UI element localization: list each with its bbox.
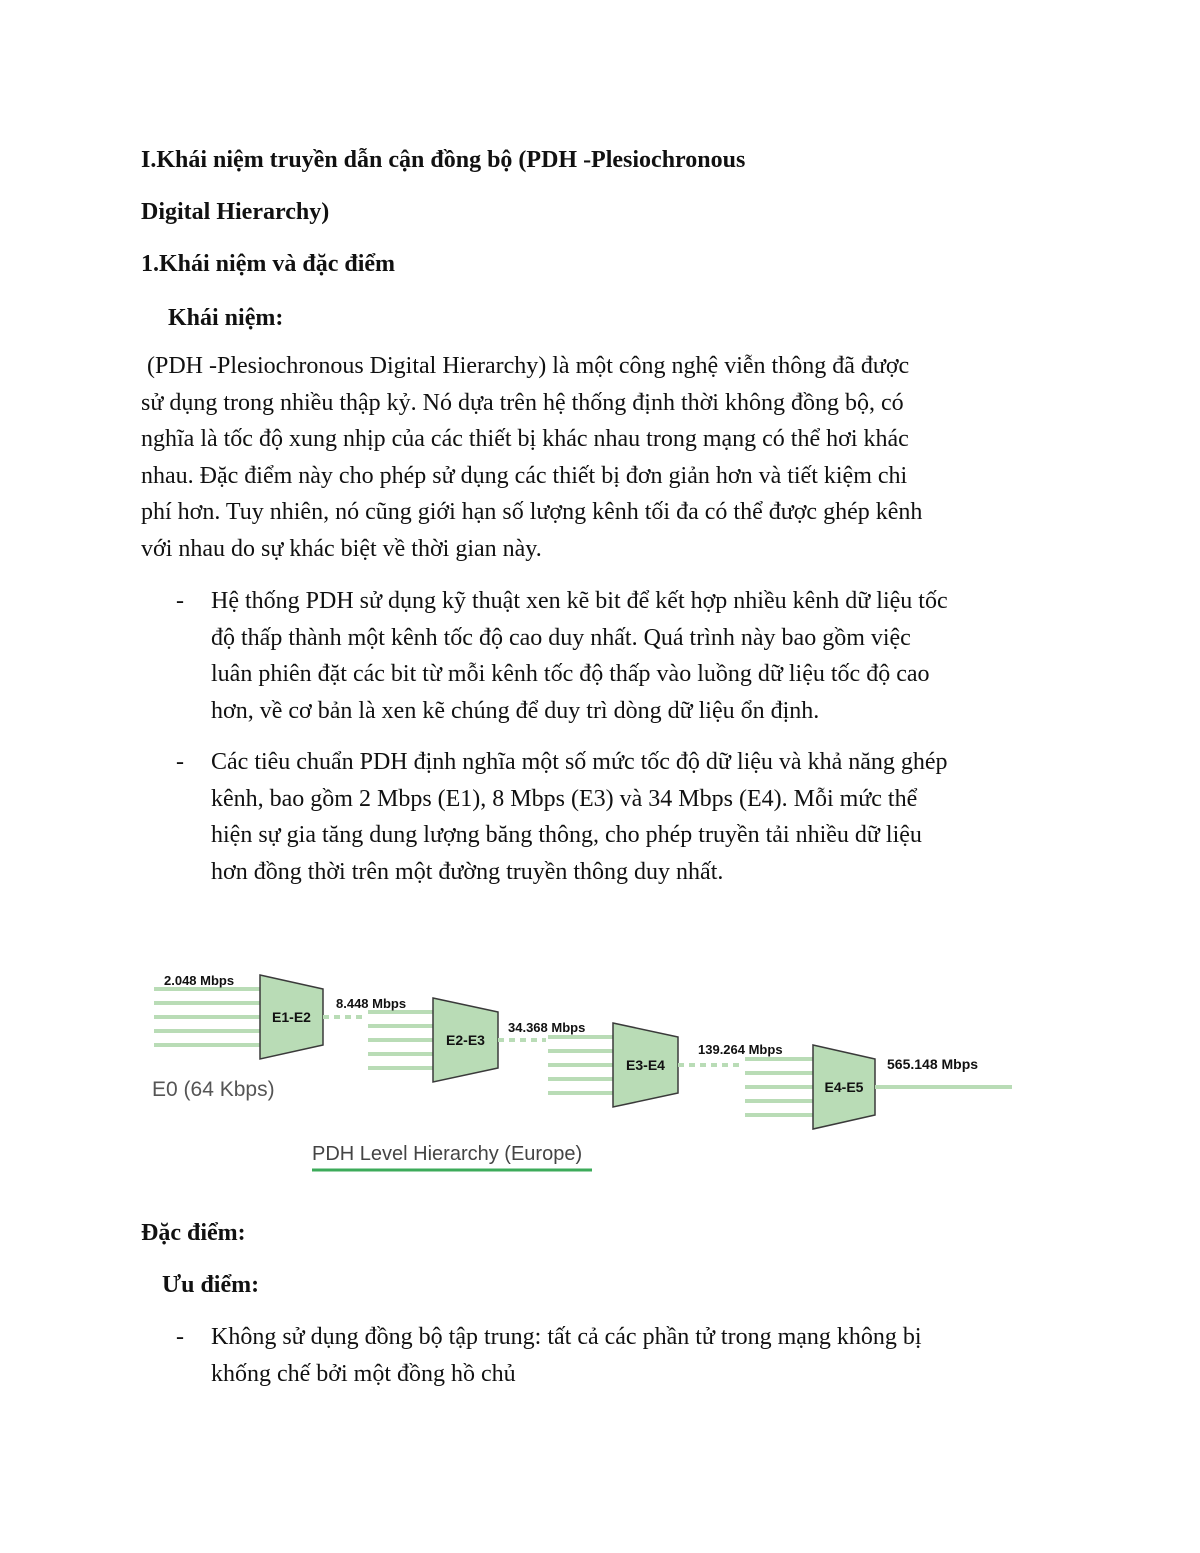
input-rate-label: 34.368 Mbps xyxy=(508,1020,586,1035)
bullet-dash: - xyxy=(176,1324,184,1350)
bullet-item xyxy=(211,1319,1091,1392)
bullet-line: kênh, bao gồm 2 Mbps (E1), 8 Mbps (E3) và 34 Mbps (E4). Mỗi mức thể xyxy=(211,785,918,812)
features-heading: Đặc điểm: xyxy=(141,1220,246,1246)
concept-label: Khái niệm: xyxy=(168,305,284,331)
output-rate-label: 565.148 Mbps xyxy=(887,1056,979,1072)
advantages-label: Ưu điểm: xyxy=(162,1272,260,1298)
bullet-item xyxy=(211,744,1091,890)
bullet-line: độ thấp thành một kênh tốc độ cao duy nhất. Quá trình này bao gồm việc xyxy=(211,624,911,651)
input-rate-label: 2.048 Mbps xyxy=(164,973,235,988)
bullet-line: hiện sự gia tăng dung lượng băng thông, cho phép truyền tải nhiều dữ liệu xyxy=(211,822,922,848)
paragraph-line: phí hơn. Tuy nhiên, nó cũng giới hạn số lượng kênh tối đa có thể được ghép kênh xyxy=(141,499,923,525)
bullet-line: luân phiên đặt các bit từ mỗi kênh tốc độ thấp vào luồng dữ liệu tốc độ cao xyxy=(211,661,930,687)
section-heading: 1.Khái niệm và đặc điểm xyxy=(141,251,396,277)
bullet-line: hơn, về cơ bản là xen kẽ chúng để duy trì dòng dữ liệu ổn định. xyxy=(211,697,820,724)
paragraph-line: (PDH -Plesiochronous Digital Hierarchy) là một công nghệ viễn thông đã được xyxy=(147,353,910,379)
document-title-line-1: I.Khái niệm truyền dẫn cận đồng bộ (PDH -Plesiochronous xyxy=(141,147,746,173)
multiplexer-label: E4-E5 xyxy=(824,1079,864,1095)
pdh-hierarchy-diagram xyxy=(140,950,1020,1190)
concept-paragraph xyxy=(141,348,1101,567)
bullet-dash: - xyxy=(176,588,184,614)
input-rate-label: 8.448 Mbps xyxy=(336,996,407,1011)
bullet-line: Không sử dụng đồng bộ tập trung: tất cả các phần tử trong mạng không bị xyxy=(211,1324,922,1350)
bullet-line: Hệ thống PDH sử dụng kỹ thuật xen kẽ bit để kết hợp nhiều kênh dữ liệu tốc xyxy=(211,588,948,614)
multiplexer-label: E1-E2 xyxy=(272,1009,311,1025)
bullet-line: Các tiêu chuẩn PDH định nghĩa một số mức tốc độ dữ liệu và khả năng ghép xyxy=(211,749,948,775)
diagram-caption: PDH Level Hierarchy (Europe) xyxy=(312,1143,583,1165)
bullet-line: khống chế bởi một đồng hồ chủ xyxy=(211,1360,516,1387)
multiplexer-label: E3-E4 xyxy=(626,1057,665,1073)
paragraph-line: với nhau do sự khác biệt về thời gian này. xyxy=(141,535,542,562)
bullet-line: hơn đồng thời trên một đường truyền thông duy nhất. xyxy=(211,858,724,885)
input-rate-label: 139.264 Mbps xyxy=(698,1042,783,1057)
paragraph-line: sử dụng trong nhiều thập kỷ. Nó dựa trên hệ thống định thời không đồng bộ, có xyxy=(141,389,904,416)
paragraph-line: nghĩa là tốc độ xung nhịp của các thiết bị khác nhau trong mạng có thể hơi khác xyxy=(141,426,909,452)
paragraph-line: nhau. Đặc điểm này cho phép sử dụng các thiết bị đơn giản hơn và tiết kiệm chi xyxy=(141,462,908,489)
bullet-item xyxy=(211,583,1091,729)
document-title-line-2: Digital Hierarchy) xyxy=(141,199,330,225)
multiplexer-label: E2-E3 xyxy=(446,1032,485,1048)
e0-input-label: E0 (64 Kbps) xyxy=(152,1078,275,1101)
bullet-dash: - xyxy=(176,749,184,775)
